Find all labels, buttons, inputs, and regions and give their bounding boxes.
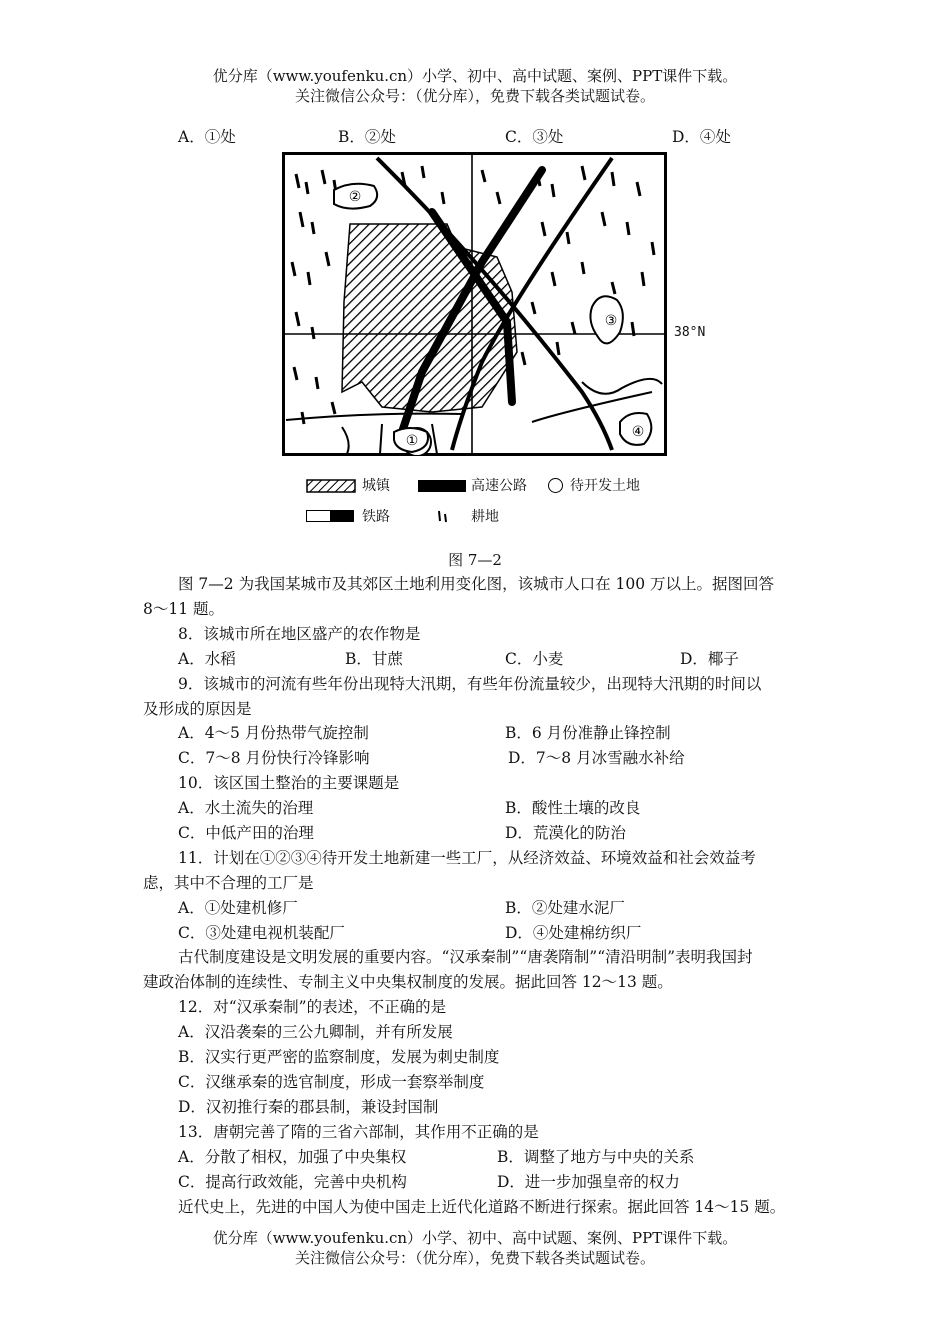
q11-option-b: B．②处建水泥厂 xyxy=(505,899,625,917)
q11-option-c: C．③处建电视机装配厂 xyxy=(178,924,345,942)
marker-3: ③ xyxy=(604,313,618,329)
q8-stem: 8．该城市所在地区盛产的农作物是 xyxy=(178,625,421,643)
legend-town-swatch xyxy=(306,478,358,494)
intro3: 近代史上，先进的中国人为使中国走上近代化道路不断进行探索。据此回答 14～15 题。 xyxy=(178,1198,786,1216)
legend-undeveloped-label: 待开发土地 xyxy=(570,478,640,494)
q7-option-b: B．②处 xyxy=(338,128,396,146)
q12-stem: 12．对“汉承秦制”的表述，不正确的是 xyxy=(178,998,447,1016)
q7-option-a: A．①处 xyxy=(178,128,236,146)
q8-option-d: D．椰子 xyxy=(680,650,739,668)
legend-undeveloped-swatch xyxy=(548,478,563,493)
header-line-2: 关注微信公众号：（优分库），免费下载各类试题试卷。 xyxy=(294,87,655,105)
q9-option-d: D．7～8 月冰雪融水补给 xyxy=(508,749,685,767)
legend-railway-swatch xyxy=(306,510,354,522)
legend-highway-label: 高速公路 xyxy=(471,478,527,494)
q8-option-c: C．小麦 xyxy=(505,650,564,668)
q12-option-b: B．汉实行更严密的监察制度，发展为刺史制度 xyxy=(178,1048,500,1066)
q13-option-b: B．调整了地方与中央的关系 xyxy=(497,1148,695,1166)
q13-option-d: D．进一步加强皇帝的权力 xyxy=(497,1173,680,1191)
q8-option-a: A．水稻 xyxy=(178,650,236,668)
figure-caption: 图 7—2 xyxy=(448,551,502,569)
q13-stem: 13．唐朝完善了隋的三省六部制，其作用不正确的是 xyxy=(178,1123,539,1141)
footer-line-2: 关注微信公众号：（优分库），免费下载各类试题试卷。 xyxy=(294,1249,655,1267)
q12-option-a: A．汉沿袭秦的三公九卿制，并有所发展 xyxy=(178,1023,453,1041)
q9-stem-line1: 9．该城市的河流有些年份出现特大汛期，有些年份流量较少，出现特大汛期的时间以 xyxy=(178,675,762,693)
footer-line-1: 优分库（www.youfenku.cn）小学、初中、高中试题、案例、PPT课件下载。 xyxy=(212,1229,738,1247)
legend-farmland-label: 耕地 xyxy=(471,509,499,525)
legend-farmland-swatch xyxy=(436,509,450,525)
q13-option-a: A．分散了相权，加强了中央集权 xyxy=(178,1148,407,1166)
intro2-line1: 古代制度建设是文明发展的重要内容。“汉承秦制”“唐袭隋制”“清沿明制”表明我国封 xyxy=(178,948,753,966)
q10-option-b: B．酸性土壤的改良 xyxy=(505,799,641,817)
q10-option-a: A．水土流失的治理 xyxy=(178,799,314,817)
q11-stem-line1: 11．计划在①②③④待开发土地新建一些工厂，从经济效益、环境效益和社会效益考 xyxy=(178,849,756,867)
q9-option-c: C．7～8 月份快行冷锋影响 xyxy=(178,749,370,767)
q12-option-c: C．汉继承秦的选官制度，形成一套察举制度 xyxy=(178,1073,485,1091)
header-line-1: 优分库（www.youfenku.cn）小学、初中、高中试题、案例、PPT课件下载。 xyxy=(212,67,738,85)
q7-option-d: D．④处 xyxy=(672,128,731,146)
legend-highway-swatch xyxy=(418,480,466,492)
marker-2: ② xyxy=(348,189,362,205)
legend-railway-label: 铁路 xyxy=(362,509,390,525)
q11-option-a: A．①处建机修厂 xyxy=(178,899,298,917)
q9-option-a: A．4～5 月份热带气旋控制 xyxy=(178,724,369,742)
q11-option-d: D．④处建棉纺织厂 xyxy=(505,924,642,942)
marker-1: ① xyxy=(405,433,419,449)
land-use-map xyxy=(282,152,667,456)
intro1-line2: 8～11 题。 xyxy=(143,600,225,618)
q8-option-b: B．甘蔗 xyxy=(345,650,403,668)
q10-option-d: D．荒漠化的防治 xyxy=(505,824,626,842)
q9-stem-line2: 及形成的原因是 xyxy=(143,700,252,718)
latitude-label: 38°N xyxy=(674,325,706,340)
q9-option-b: B．6 月份准静止锋控制 xyxy=(505,724,671,742)
intro2-line2: 建政治体制的连续性、专制主义中央集权制度的发展。据此回答 12～13 题。 xyxy=(143,973,673,991)
marker-4: ④ xyxy=(631,424,645,440)
q10-option-c: C．中低产田的治理 xyxy=(178,824,314,842)
legend-town-label: 城镇 xyxy=(362,478,390,494)
intro1-line1: 图 7—2 为我国某城市及其郊区土地利用变化图，该城市人口在 100 万以上。据图回答 xyxy=(178,575,775,593)
q7-option-c: C．③处 xyxy=(505,128,564,146)
q10-stem: 10．该区国土整治的主要课题是 xyxy=(178,774,400,792)
q11-stem-line2: 虑，其中不合理的工厂是 xyxy=(143,874,314,892)
q12-option-d: D．汉初推行秦的郡县制，兼设封国制 xyxy=(178,1098,439,1116)
q13-option-c: C．提高行政效能，完善中央机构 xyxy=(178,1173,407,1191)
